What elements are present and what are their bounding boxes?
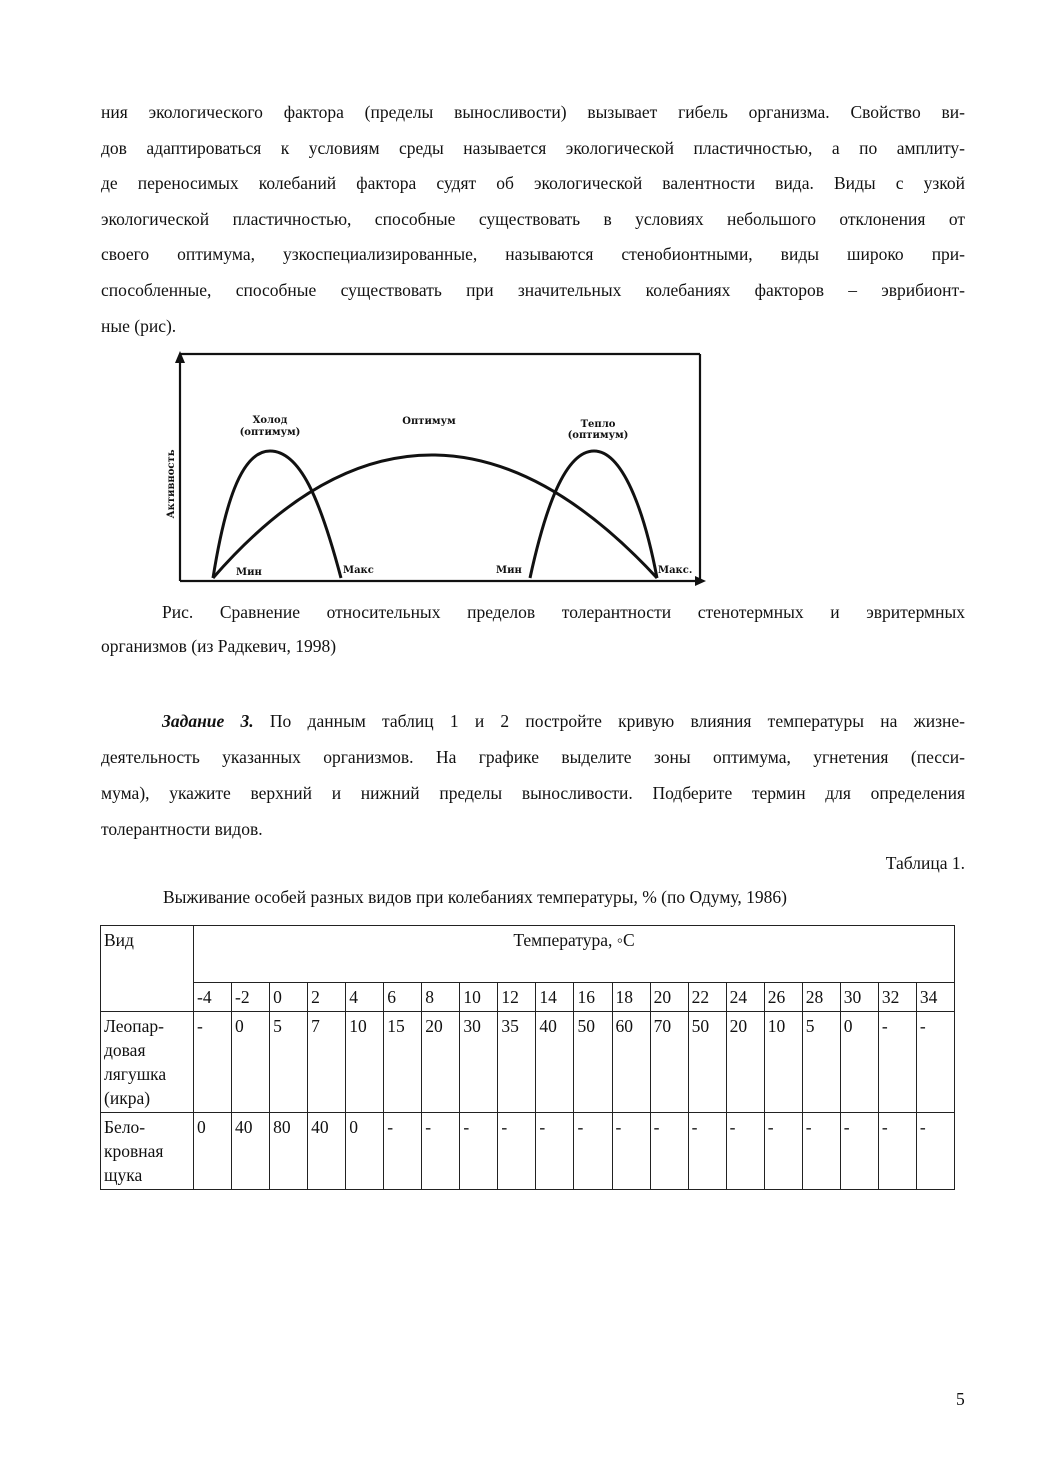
- temperature-cell: 12: [498, 983, 536, 1012]
- optimum-curve: [213, 455, 657, 578]
- value-cell: -: [384, 1113, 422, 1190]
- value-cell: 70: [650, 1012, 688, 1113]
- value-cell: 0: [840, 1012, 878, 1113]
- cold-label-sub: (оптимум): [239, 427, 301, 438]
- temperature-cell: 30: [840, 983, 878, 1012]
- species-cell: Бело- кровная щука: [101, 1113, 194, 1190]
- task-line: мума), укажите верхний и нижний пределы выносливости. Подберите термин для определения: [101, 783, 965, 803]
- intro-line: своего оптимума, узкоспециализированные, называются стенобионтными, виды широко при-: [101, 244, 965, 265]
- temperature-cell: 24: [726, 983, 764, 1012]
- tolerance-figure: [160, 349, 706, 589]
- temperature-cell: 10: [460, 983, 498, 1012]
- value-cell: -: [536, 1113, 574, 1190]
- value-cell: -: [460, 1113, 498, 1190]
- value-cell: -: [688, 1113, 726, 1190]
- task-line: толерантности видов.: [101, 819, 263, 839]
- value-cell: 30: [460, 1012, 498, 1113]
- value-cell: -: [878, 1113, 916, 1190]
- temperature-cell: 0: [270, 983, 308, 1012]
- page-number: 5: [956, 1389, 965, 1409]
- temperature-cell: -4: [194, 983, 232, 1012]
- value-cell: -: [878, 1012, 916, 1113]
- value-cell: -: [916, 1012, 954, 1113]
- temperature-cell: 20: [650, 983, 688, 1012]
- optimum-label: Оптимум: [402, 416, 456, 427]
- value-cell: 0: [346, 1113, 384, 1190]
- value-cell: -: [574, 1113, 612, 1190]
- value-cell: -: [802, 1113, 840, 1190]
- species-header: Вид: [101, 926, 194, 1012]
- table-title: Выживание особей разных видов при колебаниях температуры, % (по Одуму, 1986): [163, 887, 787, 907]
- value-cell: 40: [232, 1113, 270, 1190]
- intro-line: ные (рис).: [101, 315, 177, 336]
- temperature-cell: 34: [916, 983, 954, 1012]
- table-label: Таблица 1.: [885, 853, 965, 873]
- temperature-cell: 2: [308, 983, 346, 1012]
- task-text: По данным таблиц 1 и 2 постройте кривую влияния температуры на жизне-: [253, 711, 965, 731]
- temperature-cell: 14: [536, 983, 574, 1012]
- table-row: [101, 1113, 955, 1190]
- value-cell: -: [498, 1113, 536, 1190]
- y-axis-arrow: [175, 351, 185, 363]
- temperature-cell: -2: [232, 983, 270, 1012]
- value-cell: -: [764, 1113, 802, 1190]
- value-cell: 40: [536, 1012, 574, 1113]
- value-cell: 5: [270, 1012, 308, 1113]
- temperature-cell: 8: [422, 983, 460, 1012]
- y-axis-label: Активность: [166, 449, 177, 519]
- value-cell: 15: [384, 1012, 422, 1113]
- warm-label-sub: (оптимум): [567, 430, 629, 441]
- task-line: деятельность указанных организмов. На графике выделите зоны оптимума, угнетения (песси-: [101, 747, 965, 767]
- temperature-header: Температура, ◦С: [194, 926, 955, 983]
- species-cell: Леопар- довая лягушка (икра): [101, 1012, 194, 1113]
- value-cell: -: [612, 1113, 650, 1190]
- value-cell: -: [194, 1012, 232, 1113]
- warm-label: Тепло: [580, 419, 616, 430]
- temperature-cell: 28: [802, 983, 840, 1012]
- value-cell: 20: [726, 1012, 764, 1113]
- temperature-cell: 26: [764, 983, 802, 1012]
- value-cell: -: [726, 1113, 764, 1190]
- figure-caption: [101, 595, 965, 663]
- temperature-cell: 32: [878, 983, 916, 1012]
- task-paragraph: [101, 703, 965, 847]
- survival-table: [100, 925, 955, 1190]
- intro-line: ния экологического фактора (пределы выносливости) вызывает гибель организма. Свойство ви-: [101, 102, 965, 122]
- caption-line: организмов (из Радкевич, 1998): [101, 636, 337, 656]
- max-label-1: Макс: [343, 565, 374, 576]
- value-cell: 60: [612, 1012, 650, 1113]
- temperature-cell: 16: [574, 983, 612, 1012]
- cold-label: Холод: [252, 415, 288, 426]
- value-cell: -: [422, 1113, 460, 1190]
- value-cell: -: [650, 1113, 688, 1190]
- task-label: Задание 3.: [162, 711, 254, 731]
- intro-line: экологической пластичностью, способные существовать в условиях небольшого отклонения от: [101, 208, 965, 229]
- temperature-cell: 6: [384, 983, 422, 1012]
- value-cell: 10: [764, 1012, 802, 1113]
- temperature-cell: 22: [688, 983, 726, 1012]
- value-cell: 0: [194, 1113, 232, 1190]
- table-row: [101, 1012, 955, 1113]
- intro-line: дов адаптироваться к условиям среды называется экологической пластичностью, а по амплиту-: [101, 137, 965, 158]
- max-label-2: Макс.: [658, 565, 693, 576]
- intro-paragraph: [101, 95, 965, 344]
- value-cell: 35: [498, 1012, 536, 1113]
- value-cell: 0: [232, 1012, 270, 1113]
- value-cell: 20: [422, 1012, 460, 1113]
- intro-line: де переносимых колебаний фактора судят об экологической валентности вида. Виды с узкой: [101, 173, 965, 194]
- value-cell: 80: [270, 1113, 308, 1190]
- value-cell: 10: [346, 1012, 384, 1113]
- min-label-1: Мин: [236, 567, 262, 578]
- min-label-2: Мин: [496, 565, 522, 576]
- value-cell: -: [840, 1113, 878, 1190]
- value-cell: 50: [688, 1012, 726, 1113]
- value-cell: 50: [574, 1012, 612, 1113]
- temperature-cell: 18: [612, 983, 650, 1012]
- temperature-cell: 4: [346, 983, 384, 1012]
- value-cell: 5: [802, 1012, 840, 1113]
- value-cell: -: [916, 1113, 954, 1190]
- caption-line: Рис. Сравнение относительных пределов толерантности стенотермных и эвритермных: [162, 602, 965, 622]
- value-cell: 7: [308, 1012, 346, 1113]
- intro-line: способленные, способные существовать при значительных колебаниях факторов – эврибионт-: [101, 279, 965, 300]
- task-line: [101, 703, 965, 739]
- value-cell: 40: [308, 1113, 346, 1190]
